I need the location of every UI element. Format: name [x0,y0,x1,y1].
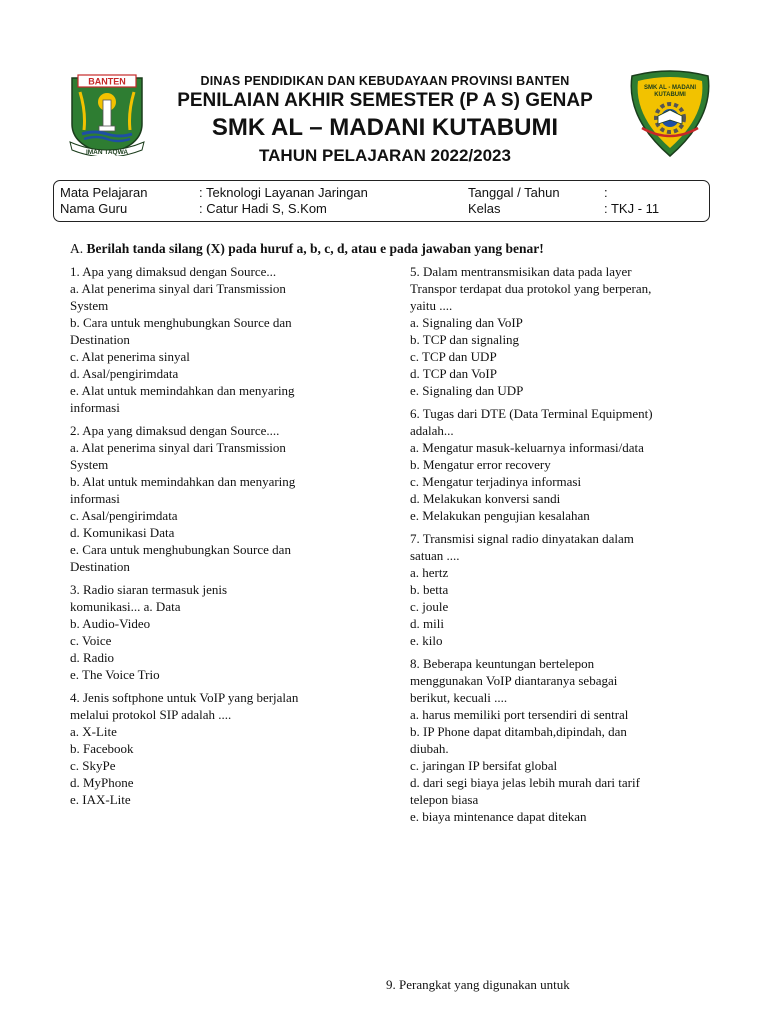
section-instruction [70,241,544,257]
date-value: : [604,185,608,200]
exam-title: PENILAIAN AKHIR SEMESTER (P A S) GENAP [177,90,593,111]
answer-option[interactable]: a. harus memiliki port tersendiri di sentral [410,707,629,722]
answer-option[interactable]: b. IP Phone dapat ditambah,dipindah, dan [410,724,627,739]
question-stem-line: 3. Radio siaran termasuk jenis [70,582,228,597]
answer-option[interactable]: e. IAX-Lite [70,792,131,807]
answer-option[interactable]: e. kilo [410,633,443,648]
answer-option[interactable]: b. Audio-Video [70,616,151,631]
question-stem-line: 2. Apa yang dimaksud dengan Source.... [70,423,280,438]
question-stem-line: 6. Tugas dari DTE (Data Terminal Equipment) [410,406,653,421]
school-name: SMK AL – MADANI KUTABUMI [211,114,559,141]
answer-option[interactable]: c. SkyPe [70,758,116,773]
instruction-text: Berilah tanda silang (X) pada huruf a, b, c, d, atau e pada jawaban yang benar! [86,241,544,256]
answer-option[interactable]: d. MyPhone [70,775,134,790]
subject-label: Mata Pelajaran [60,185,148,200]
answer-option[interactable]: e. The Voice Trio [70,667,160,682]
question-stem-line: 5. Dalam mentransmisikan data pada layer [410,264,632,279]
question-item [70,422,370,575]
question-stem-line: satuan .... [410,548,460,563]
question-9-stem: 9. Perangkat yang digunakan untuk [386,977,570,992]
question-item [70,263,370,416]
question-stem-line: 7. Transmisi signal radio dinyatakan dalam [410,531,634,546]
answer-option[interactable]: informasi [70,400,120,415]
question-item [70,689,370,808]
answer-option[interactable]: c. Asal/pengirimdata [70,508,178,523]
question-stem-line: yaitu .... [410,298,453,313]
answer-option[interactable]: informasi [70,491,120,506]
answer-option[interactable]: c. Voice [70,633,112,648]
question-stem-line: 4. Jenis softphone untuk VoIP yang berjalan [70,690,299,705]
answer-option[interactable]: d. dari segi biaya jelas lebih murah dari tarif [410,775,640,790]
iman-taqwa-motto: IMAN TAQWA [85,149,129,156]
answer-option[interactable]: b. Mengatur error recovery [410,457,551,472]
answer-option[interactable]: a. Alat penerima sinyal dari Transmission [70,440,286,455]
answer-option[interactable]: c. Mengatur terjadinya informasi [410,474,582,489]
answer-option[interactable]: d. mili [410,616,444,631]
question-stem-line: berikut, kecuali .... [410,690,508,705]
question-item [410,530,705,649]
teacher-label: Nama Guru [60,201,128,216]
answer-option[interactable]: telepon biasa [410,792,479,807]
school-shield-logo [624,68,716,158]
answer-option[interactable]: b. Alat untuk memindahkan dan menyaring [70,474,296,489]
answer-option[interactable]: e. Melakukan pengujian kesalahan [410,508,590,523]
answer-option[interactable]: System [70,298,109,313]
answer-option[interactable]: b. Cara untuk menghubungkan Source dan [70,315,292,330]
question-stem-line: adalah... [410,423,454,438]
answer-option[interactable]: b. Facebook [70,741,134,756]
answer-option[interactable]: a. Alat penerima sinyal dari Transmission [70,281,286,296]
answer-option[interactable]: d. Melakukan konversi sandi [410,491,561,506]
question-column-left [70,263,370,814]
question-item [410,655,705,825]
academic-year: TAHUN PELAJARAN 2022/2023 [259,146,511,165]
answer-option[interactable]: c. joule [410,599,449,614]
question-item [70,581,370,683]
answer-option[interactable]: c. TCP dan UDP [410,349,497,364]
answer-option[interactable]: d. Komunikasi Data [70,525,175,540]
answer-option[interactable]: a. hertz [410,565,449,580]
question-item [410,405,705,524]
answer-option[interactable]: Destination [70,332,130,347]
answer-option[interactable]: e. Signaling dan UDP [410,383,524,398]
question-stem-line: 1. Apa yang dimaksud dengan Source... [70,264,277,279]
subject-value: : Teknologi Layanan Jaringan [199,185,368,200]
answer-option[interactable]: b. TCP dan signaling [410,332,520,347]
school-logo-name: SMK AL - MADANI [644,85,696,91]
answer-option[interactable]: Destination [70,559,130,574]
class-label: Kelas [468,201,501,216]
answer-option[interactable]: e. Cara untuk menghubungkan Source dan [70,542,291,557]
answer-option[interactable]: e. Alat untuk memindahkan dan menyaring [70,383,295,398]
answer-option[interactable]: a. Signaling dan VoIP [410,315,523,330]
answer-option[interactable]: d. Radio [70,650,115,665]
banten-emblem-logo [66,72,148,156]
answer-option[interactable]: c. jaringan IP bersifat global [410,758,558,773]
answer-option[interactable]: d. TCP dan VoIP [410,366,497,381]
answer-option[interactable]: c. Alat penerima sinyal [70,349,190,364]
answer-option[interactable]: a. X-Lite [70,724,117,739]
answer-option[interactable]: System [70,457,109,472]
date-label: Tanggal / Tahun [468,185,560,200]
question-stem-line: Transpor terdapat dua protokol yang berperan, [410,281,652,296]
question-stem-line: komunikasi... a. Data [70,599,181,614]
answer-option[interactable]: b. betta [410,582,449,597]
question-stem-line: 8. Beberapa keuntungan bertelepon [410,656,595,671]
exam-info-box [53,180,710,222]
answer-option[interactable]: diubah. [410,741,449,756]
section-letter: A. [70,241,87,256]
school-logo-location: KUTABUMI [654,92,686,98]
question-stem-line: melalui protokol SIP adalah .... [70,707,232,722]
answer-option[interactable]: a. Mengatur masuk-keluarnya informasi/data [410,440,644,455]
question-column-right [410,263,705,831]
question-item [410,263,705,399]
teacher-value: : Catur Hadi S, S.Kom [199,201,327,216]
answer-option[interactable]: d. Asal/pengirimdata [70,366,179,381]
banten-label: BANTEN [88,76,126,87]
agency-title: DINAS PENDIDIKAN DAN KEBUDAYAAN PROVINSI BANTEN [200,74,570,88]
question-stem-line: menggunakan VoIP diantaranya sebagai [410,673,618,688]
answer-option[interactable]: e. biaya mintenance dapat ditekan [410,809,587,824]
class-value: : TKJ - 11 [604,201,660,216]
